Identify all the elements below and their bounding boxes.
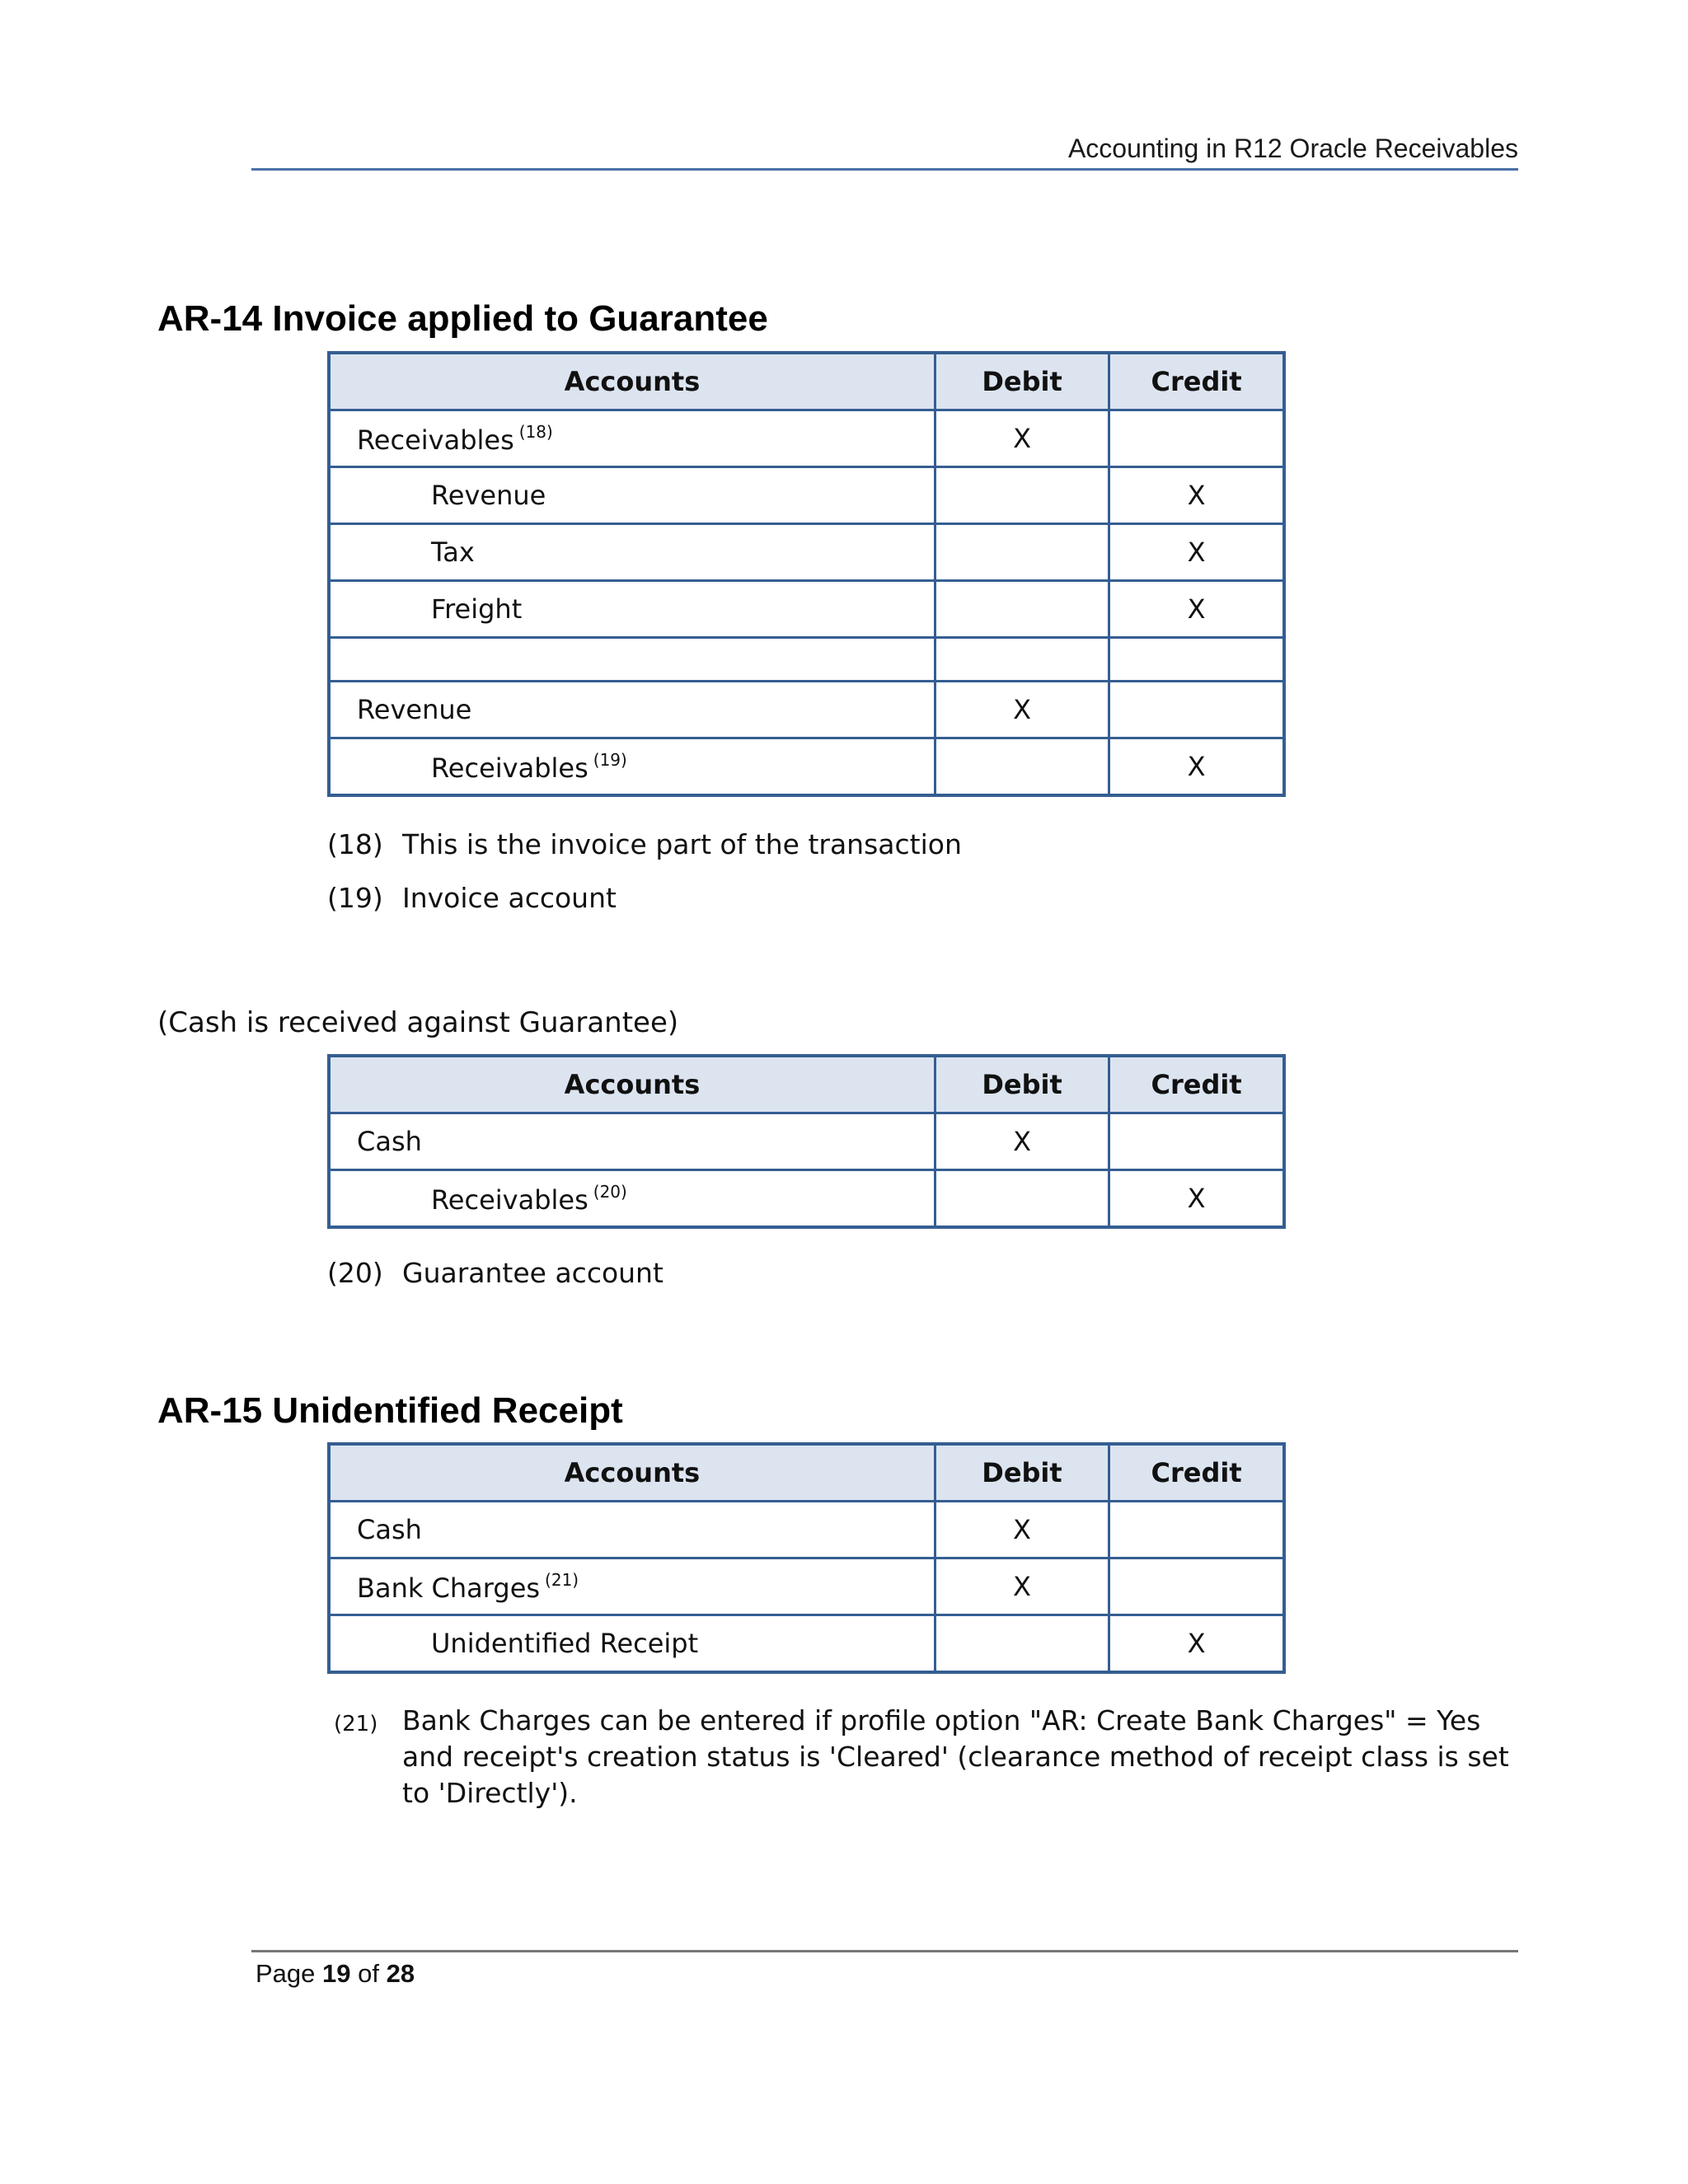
credit-cell [1109,682,1284,738]
footnote-20 [327,1255,1514,1291]
table-row [329,1502,1284,1558]
footnote-ref: (19) [327,882,383,914]
account-name: Receivables [431,1183,588,1216]
col-header-credit: Credit [1109,1056,1284,1113]
footnote-marker: (20) [593,1181,627,1202]
debit-cell [935,1615,1109,1673]
page-label: Page [256,1959,316,1988]
credit-cell [1109,1502,1284,1558]
table-row [329,524,1284,581]
table-row [329,738,1284,796]
table-header-row [329,353,1284,410]
page-indicator [256,1959,415,1989]
section-title-ar15: AR-15 Unidentified Receipt [157,1390,623,1431]
col-header-accounts: Accounts [329,1444,935,1502]
debit-cell: X [935,682,1109,738]
table-row [329,467,1284,524]
table-header-row [329,1056,1284,1113]
credit-cell: X [1109,1615,1284,1673]
col-header-debit: Debit [935,1056,1109,1113]
col-header-debit: Debit [935,1444,1109,1502]
debit-cell [935,524,1109,581]
debit-cell: X [935,1502,1109,1558]
footnote-ref: (18) [327,828,383,860]
debit-cell: X [935,1558,1109,1615]
footnote-text: Bank Charges can be entered if profile option "AR: Create Bank Charges" = Yes and receipt's creation status is 'Cleared' (clearance method of receipt class is set to 'Directly'). [402,1704,1509,1809]
table-row [329,1558,1284,1615]
section-caption-cash: (Cash is received against Guarantee) [157,1006,679,1039]
debit-cell: X [935,1113,1109,1170]
footnote-19 [327,880,1514,916]
debit-cell [935,738,1109,796]
table-row [329,1615,1284,1673]
account-cell [329,1170,935,1228]
account-cell [329,581,935,638]
footnote-ref: (20) [327,1257,383,1289]
table-row [329,410,1284,467]
account-name: Bank Charges [357,1572,541,1604]
col-header-credit: Credit [1109,353,1284,410]
account-name: Tax [431,537,475,568]
page-header [251,130,1518,171]
account-name: Receivables [357,424,514,456]
footnote-18 [327,827,1514,863]
table-row [329,1170,1284,1228]
footnote-text: Invoice account [402,882,617,914]
credit-cell: X [1109,738,1284,796]
credit-cell [1109,410,1284,467]
table-row [329,682,1284,738]
footnote-marker: (21) [545,1569,579,1590]
credit-cell [1109,1113,1284,1170]
account-cell [329,1615,935,1673]
ar14-accounting-table [327,351,1286,797]
account-cell [329,738,935,796]
account-cell [329,1113,935,1170]
account-name: Cash [357,1514,422,1545]
credit-cell [1109,1558,1284,1615]
cash-accounting-table [327,1054,1286,1229]
account-cell [329,682,935,738]
debit-cell [935,638,1109,682]
section-title-ar14: AR-14 Invoice applied to Guarantee [157,298,768,339]
debit-cell [935,1170,1109,1228]
debit-cell [935,467,1109,524]
col-header-accounts: Accounts [329,353,935,410]
debit-cell: X [935,410,1109,467]
footnote-text: This is the invoice part of the transaction [402,828,962,860]
account-name: Freight [431,593,523,625]
ar15-accounting-table [327,1442,1286,1674]
col-header-credit: Credit [1109,1444,1284,1502]
account-cell [329,410,935,467]
account-cell [329,638,935,682]
credit-cell: X [1109,1170,1284,1228]
table-header-row [329,1444,1284,1502]
col-header-accounts: Accounts [329,1056,935,1113]
account-name: Unidentified Receipt [431,1628,699,1659]
footnote-marker: (19) [593,749,627,770]
account-cell [329,1558,935,1615]
credit-cell: X [1109,467,1284,524]
page-footer [251,1950,1518,1988]
of-label: of [358,1959,379,1988]
page-total: 28 [386,1959,415,1988]
footnote-21 [327,1703,1514,1811]
table-row [329,1113,1284,1170]
account-name: Revenue [357,694,472,725]
footnote-text: Guarantee account [402,1257,663,1289]
footnote-ref: (21) [334,1712,378,1736]
header-title: Accounting in R12 Oracle Receivables [1067,134,1518,163]
credit-cell [1109,638,1284,682]
debit-cell [935,581,1109,638]
account-cell [329,467,935,524]
credit-cell: X [1109,581,1284,638]
table-row-blank [329,638,1284,682]
table-row [329,581,1284,638]
account-cell [329,1502,935,1558]
footnote-marker: (18) [518,421,553,442]
account-name: Cash [357,1126,422,1157]
col-header-debit: Debit [935,353,1109,410]
credit-cell: X [1109,524,1284,581]
account-name: Revenue [431,480,546,511]
account-name: Receivables [431,752,588,784]
page-number: 19 [322,1959,351,1988]
account-cell [329,524,935,581]
